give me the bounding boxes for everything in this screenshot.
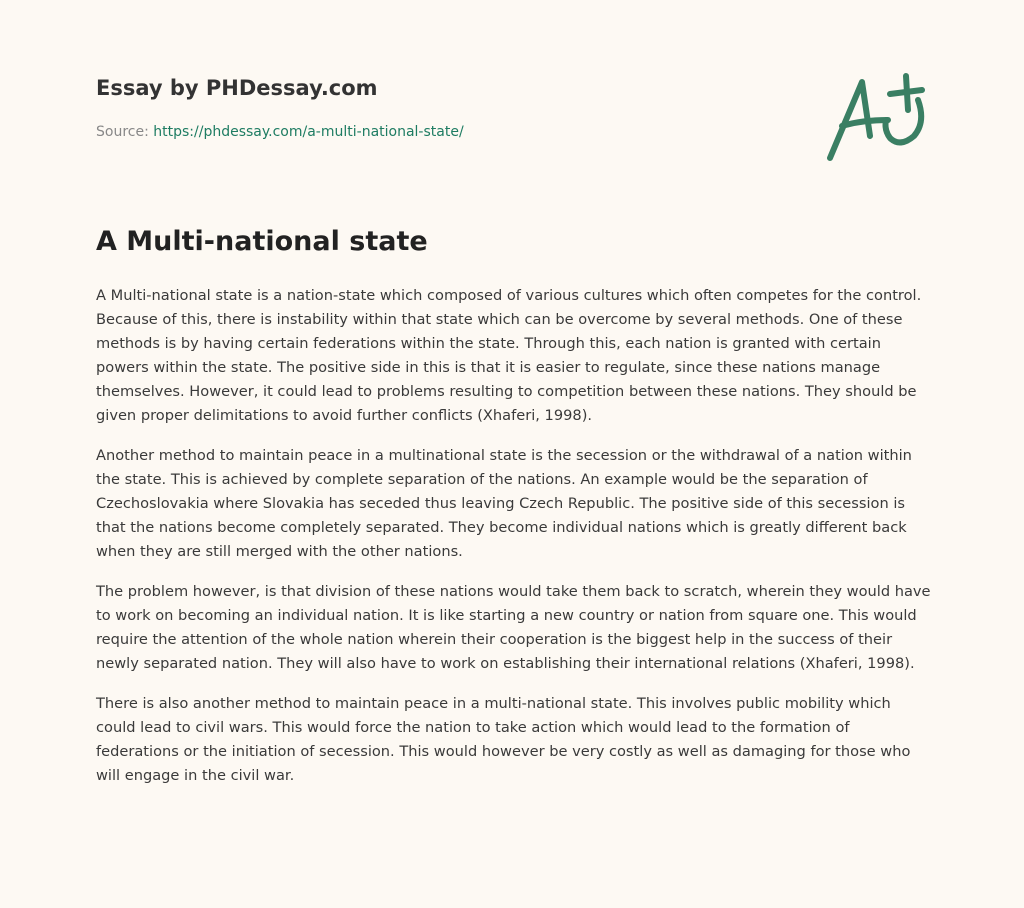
a-plus-logo-icon — [818, 64, 928, 164]
site-title: Essay by PHDessay.com — [96, 76, 378, 100]
source-label: Source: — [96, 124, 149, 140]
source-link[interactable]: https://phdessay.com/a-multi-national-state/ — [153, 124, 464, 140]
essay-paragraph: A Multi-national state is a nation-state which composed of various cultures which often competes for the control. Because of this, there is instability within that state which can be overcome by several methods. One of these methods is by having certain federations within the state. Through this, each nation is granted with certain powers within the state. The positive side in this is that it is easier to regulate, since these nations manage themselves. However, it could lead to problems resulting to competition between these nations. They should be given proper delimitations to avoid further conflicts (Xhaferi, 1998). — [96, 287, 922, 424]
essay-paragraph: The problem however, is that division of these nations would take them back to scratch, wherein they would have to work on becoming an individual nation. It is like starting a new country or nation from square one. This would require the attention of the whole nation wherein their cooperation is the biggest help in the success of their newly separated nation. They will also have to work on establishing their international relations (Xhaferi, 1998). — [96, 583, 931, 672]
essay-title: A Multi-national state — [96, 226, 428, 257]
essay-body — [96, 284, 932, 804]
essay-paragraph: Another method to maintain peace in a multinational state is the secession or the withdrawal of a nation within the state. This is achieved by complete separation of the nations. An example would be the separation of Czechoslovakia where Slovakia has seceded thus leaving Czech Republic. The positive side of this secession is that the nations become completely separated. They become individual nations which is greatly different back when they are still merged with the other nations. — [96, 447, 912, 560]
source-line — [96, 124, 464, 140]
essay-paragraph: There is also another method to maintain peace in a multi-national state. This involves public mobility which could lead to civil wars. This would force the nation to take action which would lead to the formation of federations or the initiation of secession. This would however be very costly as well as damaging for those who will engage in the civil war. — [96, 695, 911, 784]
